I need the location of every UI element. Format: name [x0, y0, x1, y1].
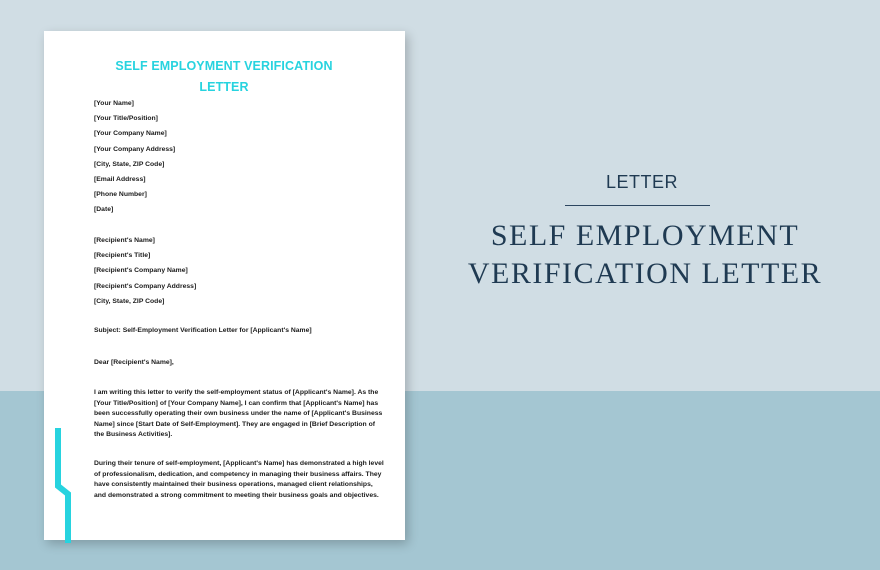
promo-title	[455, 217, 835, 293]
document-title-line-2: LETTER	[199, 80, 249, 94]
recipient-name: [Recipient's Name]	[94, 237, 155, 244]
sender-block	[94, 96, 175, 218]
document-title	[104, 56, 344, 98]
sender-name: [Your Name]	[94, 100, 134, 107]
divider-line	[565, 205, 710, 206]
sender-email: [Email Address]	[94, 176, 146, 184]
sender-company: [Your Company Name]	[94, 130, 167, 138]
sender-city: [City, State, ZIP Code]	[94, 160, 165, 168]
body-paragraph-1: I am writing this letter to verify the self-employment status of [Applicant's Name]. As the [Your Title/Position] of [Your Company Name], I can confirm that [Applicant's Name] has been successfully operating their own business under the name of [Applicant's Business Name] since [Start Date of Self-Employment]. They are engaged in [Brief Description of the Business Activities].	[94, 389, 383, 439]
subject-line: Subject: Self-Employment Verification Letter for [Applicant's Name]	[94, 327, 312, 334]
salutation: Dear [Recipient's Name],	[94, 359, 174, 366]
accent-bar-decoration	[54, 428, 74, 543]
recipient-address: [Recipient's Company Address]	[94, 282, 197, 290]
promo-title-line-1: SELF EMPLOYMENT	[490, 219, 800, 252]
letter-date: [Date]	[94, 206, 114, 214]
sender-address: [Your Company Address]	[94, 145, 176, 153]
letter-page	[44, 31, 405, 540]
recipient-company: [Recipient's Company Name]	[94, 267, 188, 275]
body-paragraph-2: During their tenure of self-employment, [Applicant's Name] has demonstrated a high level of professionalism, dedication, and competency in managing their business affairs. They have consistently maintained their business operations, managed client relationships, and demonstrated a strong commitment to meeting their business goals and objectives.	[94, 460, 384, 499]
recipient-city: [City, State, ZIP Code]	[94, 297, 165, 305]
category-label: LETTER	[606, 172, 679, 192]
sender-title: [Your Title/Position]	[94, 115, 158, 123]
promo-title-line-2: VERIFICATION LETTER	[467, 257, 823, 290]
sender-phone: [Phone Number]	[94, 191, 147, 199]
recipient-block	[94, 233, 196, 309]
document-title-line-1: SELF EMPLOYMENT VERIFICATION	[115, 59, 333, 73]
recipient-title: [Recipient's Title]	[94, 252, 151, 260]
